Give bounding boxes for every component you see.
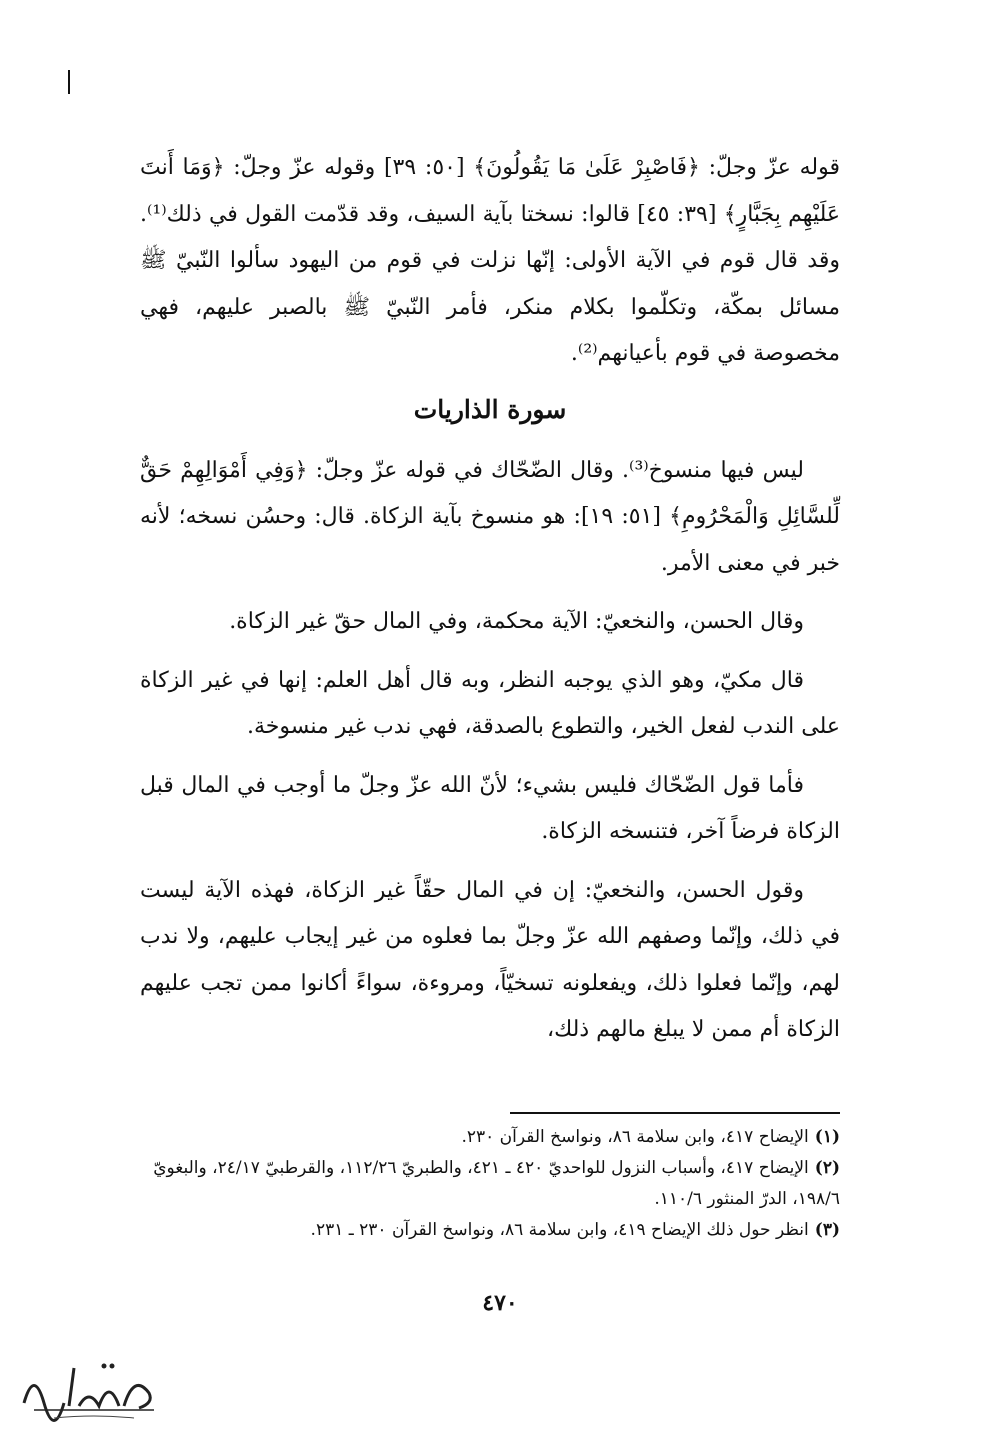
paragraph-2: ليس فيها منسوخ⁽³⁾. وقال الضّحّاك في قوله عزّ وجلّ: ﴿وَفِي أَمْوَالِهِمْ حَقٌّ لِّلسَّائِلِ وَالْمَحْرُومِ﴾ [٥١: ١٩]: هو منسوخ بآية الزكاة. قال: وحسُن نسخه؛ لأنه خبر في معنى الأمر. [140,457,840,576]
footnote-text: الإيضاح ٤١٧، وأسباب النزول للواحديّ ٤٢٠ ـ ٤٢١، والطبريّ ١١٢/٢٦، والقرطبيّ ٢٤/١٧، والبغويّ ١٩٨/٦، الدرّ المنثور ١١٠/٦. [153,1158,840,1209]
footnote-2 [140,1153,840,1215]
paragraph-4: قال مكيّ، وهو الذي يوجبه النظر، وبه قال أهل العلم: إنها في غير الزكاة على الندب لفعل الخير، والتطوع بالصدقة، فهي ندب غير منسوخة. [140,667,840,739]
watermark-logo [14,1348,164,1428]
corner-mark [68,70,70,94]
footnote-divider [510,1112,840,1114]
footnotes [140,1122,840,1246]
paragraph-3: وقال الحسن، والنخعيّ: الآية محكمة، وفي المال حقّ غير الزكاة. [229,609,804,634]
calligraphy-logo-icon [14,1348,164,1428]
section-title: سورة الذاريات [413,394,567,424]
footnote-text: الإيضاح ٤١٧، وابن سلامة ٨٦، ونواسخ القرآن ٢٣٠. [461,1127,809,1147]
paragraph-1: قوله عزّ وجلّ: ﴿فَاصْبِرْ عَلَىٰ مَا يَقُولُونَ﴾ [٥٠: ٣٩] وقوله عزّ وجلّ: ﴿وَمَا أَنتَ عَلَيْهِم بِجَبَّارٍ﴾ [٣٩: ٤٥] قالوا: نسختا بآية السيف، وقد قدّمت القول في ذلك⁽¹⁾. وقد قال قوم في الآية الأولى: إنّها نزلت في قوم من اليهود سألوا النّبيّ ﷺ مسائل بمكّة، وتكلّموا بكلام منكر، فأمر النّبيّ ﷺ بالصبر عليهم، فهي مخصوصة في قوم بأعيانهم⁽²⁾. [140,155,840,366]
page-number: ٤٧٠ [482,1290,518,1316]
footnote-number: (١) [814,1127,840,1147]
footnote-number: (٢) [814,1158,840,1178]
paragraph-6: وقول الحسن، والنخعيّ: إن في المال حقّاً غير الزكاة، فهذه الآية ليست في ذلك، وإنّما وصفهم الله عزّ وجلّ بما فعلوه من غير إيجاب عليهم، ولا ندب لهم، وإنّما فعلوا ذلك، ويفعلونه تسخيّاً، ومروءة، سواءً أكانوا ممن تجب عليهم الزكاة أم ممن لا يبلغ مالهم ذلك، [140,877,840,1042]
page-content [140,145,840,1066]
footnote-text: انظر حول ذلك الإيضاح ٤١٩، وابن سلامة ٨٦، ونواسخ القرآن ٢٣٠ ـ ٢٣١. [310,1220,809,1240]
footnote-3 [140,1215,840,1246]
paragraph-5: فأما قول الضّحّاك فليس بشيء؛ لأنّ الله عزّ وجلّ ما أوجب في المال قبل الزكاة فرضاً آخر، فتنسخه الزكاة. [140,772,840,844]
footnote-number: (٣) [814,1220,840,1240]
footnote-1 [140,1122,840,1153]
